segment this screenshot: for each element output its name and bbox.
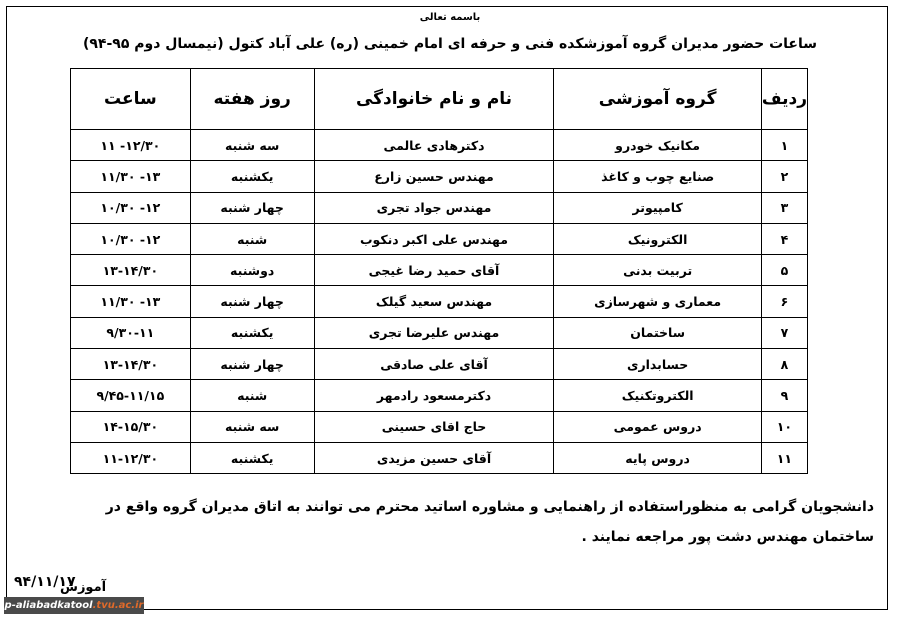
cell-row-number: ۴ xyxy=(761,223,807,254)
cell-row-number: ۲ xyxy=(761,161,807,192)
cell-row-number: ۷ xyxy=(761,317,807,348)
cell-department: صنایع چوب و کاغذ xyxy=(554,161,761,192)
cell-hours: ۱۱/۳۰ -۱۳ xyxy=(71,286,191,317)
table-row xyxy=(71,161,808,192)
cell-department: الکتروتکنیک xyxy=(554,380,761,411)
cell-weekday: شنبه xyxy=(190,223,314,254)
cell-weekday: چهار شنبه xyxy=(190,192,314,223)
table-row xyxy=(71,317,808,348)
cell-weekday: دوشنبه xyxy=(190,255,314,286)
cell-full-name: مهندس سعید گیلک xyxy=(314,286,554,317)
cell-department: معماری و شهرسازی xyxy=(554,286,761,317)
cell-full-name: مهندس علیرضا تجری xyxy=(314,317,554,348)
cell-department: الکترونیک xyxy=(554,223,761,254)
column-header-hours: ساعت xyxy=(71,69,191,130)
cell-full-name: آقای علی صادقی xyxy=(314,349,554,380)
page-title: ساعات حضور مدیران گروه آموزشکده فنی و حرفه ای امام خمینی (ره) علی آباد کتول (نیمسال دوم ۹۵-۹۴) xyxy=(82,36,818,52)
table-row xyxy=(71,192,808,223)
footer-date: ۹۴/۱۱/۱۷ xyxy=(14,574,76,590)
column-header-row-number: ردیف xyxy=(761,69,807,130)
table-row xyxy=(71,223,808,254)
cell-row-number: ۹ xyxy=(761,380,807,411)
cell-weekday: چهار شنبه xyxy=(190,349,314,380)
cell-full-name: دکترمسعود رادمهر xyxy=(314,380,554,411)
cell-hours: ۱۴-۱۵/۳۰ xyxy=(71,411,191,442)
watermark-suffix: .tvu.ac.ir xyxy=(92,600,144,611)
cell-department: کامپیوتر xyxy=(554,192,761,223)
table-row xyxy=(71,442,808,473)
cell-hours: ۹/۴۵-۱۱/۱۵ xyxy=(71,380,191,411)
cell-department: ساختمان xyxy=(554,317,761,348)
footer-office-label: آموزش xyxy=(60,580,107,595)
basmala: باسمه تعالی xyxy=(419,12,481,23)
table-header-row xyxy=(71,69,808,130)
table-row xyxy=(71,255,808,286)
cell-full-name: دکترهادی عالمی xyxy=(314,130,554,161)
cell-hours: ۱۱ -۱۲/۳۰ xyxy=(71,130,191,161)
cell-weekday: یکشنبه xyxy=(190,161,314,192)
cell-full-name: مهندس جواد تجری xyxy=(314,192,554,223)
cell-department: دروس عمومی xyxy=(554,411,761,442)
table-row xyxy=(71,349,808,380)
cell-department: حسابداری xyxy=(554,349,761,380)
column-header-weekday: روز هفته xyxy=(190,69,314,130)
cell-department: مکانیک خودرو xyxy=(554,130,761,161)
cell-full-name: آقای حسین مزیدی xyxy=(314,442,554,473)
cell-hours: ۱۳-۱۴/۳۰ xyxy=(71,255,191,286)
cell-full-name: مهندس علی اکبر دنکوب xyxy=(314,223,554,254)
site-watermark xyxy=(4,597,144,614)
cell-row-number: ۳ xyxy=(761,192,807,223)
cell-weekday: یکشنبه xyxy=(190,317,314,348)
cell-hours: ۱۳-۱۴/۳۰ xyxy=(71,349,191,380)
student-notice xyxy=(24,492,874,552)
cell-hours: ۱۱/۳۰ -۱۳ xyxy=(71,161,191,192)
schedule-table xyxy=(70,68,808,474)
cell-department: دروس پایه xyxy=(554,442,761,473)
cell-row-number: ۱۱ xyxy=(761,442,807,473)
table-row xyxy=(71,380,808,411)
cell-row-number: ۸ xyxy=(761,349,807,380)
watermark-domain: p-aliabadkatool xyxy=(4,600,93,611)
cell-hours: ۱۰/۳۰ -۱۲ xyxy=(71,223,191,254)
notice-line-1: دانشجویان گرامی به منظوراستفاده از راهنمایی و مشاوره اساتید محترم می توانند به اتاق مدیران گروه واقع در xyxy=(105,499,874,515)
cell-weekday: سه شنبه xyxy=(190,130,314,161)
cell-department: تربیت بدنی xyxy=(554,255,761,286)
cell-row-number: ۱۰ xyxy=(761,411,807,442)
cell-weekday: شنبه xyxy=(190,380,314,411)
column-header-department: گروه آموزشی xyxy=(554,69,761,130)
cell-row-number: ۵ xyxy=(761,255,807,286)
column-header-full-name: نام و نام خانوادگی xyxy=(314,69,554,130)
cell-weekday: یکشنبه xyxy=(190,442,314,473)
table-row xyxy=(71,411,808,442)
table-row xyxy=(71,130,808,161)
cell-hours: ۹/۳۰-۱۱ xyxy=(71,317,191,348)
cell-weekday: سه شنبه xyxy=(190,411,314,442)
cell-weekday: چهار شنبه xyxy=(190,286,314,317)
cell-hours: ۱۰/۳۰ -۱۲ xyxy=(71,192,191,223)
cell-row-number: ۶ xyxy=(761,286,807,317)
cell-full-name: مهندس حسین زارع xyxy=(314,161,554,192)
cell-full-name: حاج اقای حسینی xyxy=(314,411,554,442)
cell-hours: ۱۱-۱۲/۳۰ xyxy=(71,442,191,473)
cell-full-name: آقای حمید رضا غیجی xyxy=(314,255,554,286)
table-row xyxy=(71,286,808,317)
cell-row-number: ۱ xyxy=(761,130,807,161)
notice-line-2: ساختمان مهندس دشت پور مراجعه نمایند . xyxy=(581,529,874,545)
